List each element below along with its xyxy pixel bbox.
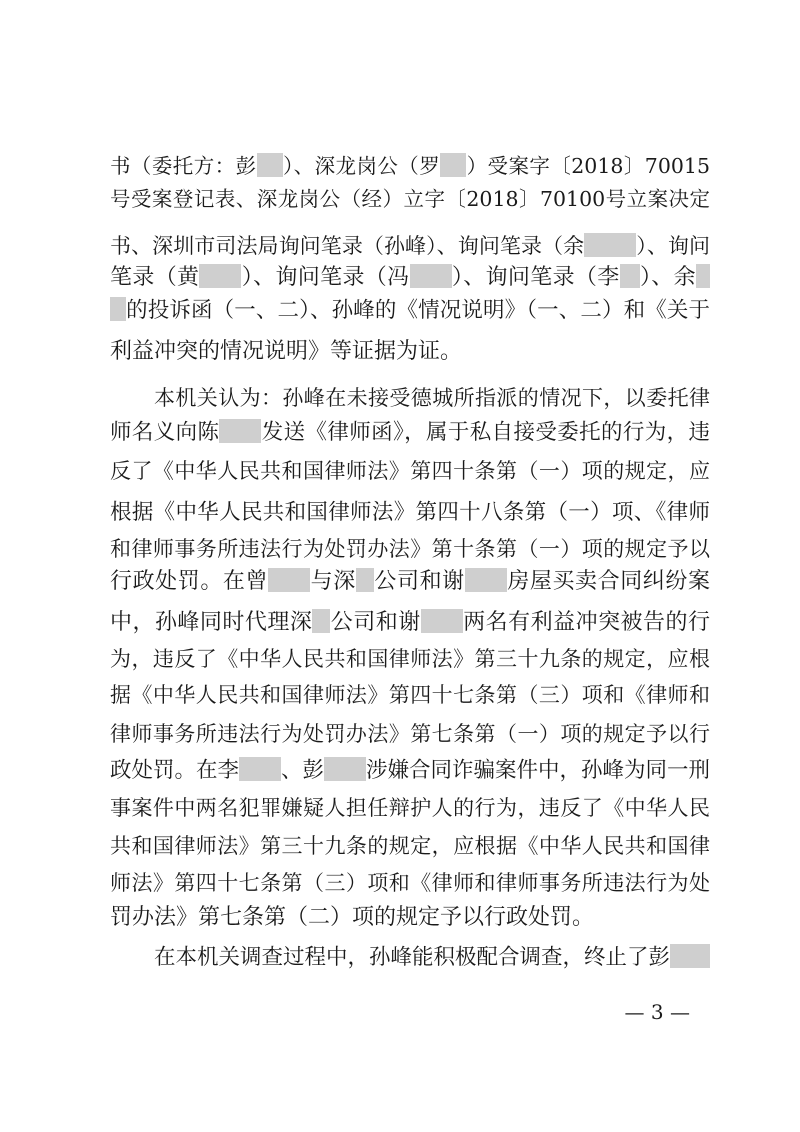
redaction-block — [356, 568, 374, 592]
text-line: 政处罚。在李 、彭 涉嫌合同诈骗案件中，孙峰为同一刑 — [110, 758, 711, 783]
text-line: 在本机关调查过程中，孙峰能积极配合调查，终止了彭 — [154, 943, 710, 973]
text-line: 利益冲突的情况说明》等证据为证。 — [110, 339, 463, 364]
text-line: 行政处罚。在曾 与深 公司和谢 房屋买卖合同纠纷案 — [110, 569, 710, 594]
redaction-block — [440, 153, 466, 177]
redaction-block — [312, 609, 330, 633]
text-line: 罚办法》第七条第（二）项的规定予以行政处罚。 — [110, 905, 595, 930]
text-line: 师名义向陈 发送《律师函》，属于私自接受委托的行为，违 — [110, 420, 710, 445]
text-line: 笔录（黄 ）、询问笔录（冯 ）、询问笔录（李 ）、余 — [110, 263, 710, 293]
redaction-block — [410, 264, 452, 288]
text-line: 根据《中华人民共和国律师法》第四十八条第（一）项、《律师 — [110, 500, 710, 525]
redaction-block — [268, 568, 310, 592]
redaction-block — [465, 568, 507, 592]
text-line: 律师事务所违法行为处罚办法》第七条第（一）项的规定予以行 — [110, 722, 710, 746]
redaction-block — [199, 264, 241, 288]
text-line: 的投诉函（一、二）、孙峰的《情况说明》（一、二）和《关于 — [110, 296, 710, 326]
text-line: 书（委托方：彭 ）、深龙岗公（罗 ）受案字〔2018〕70015 — [110, 154, 711, 178]
text-line: 共和国律师法》第三十九条的规定，应根据《中华人民共和国律 — [110, 834, 710, 858]
text-line: 为，违反了《中华人民共和国律师法》第三十九条的规定，应根 — [110, 647, 710, 671]
text-line: 师法》第四十七条第（三）项和《律师和律师事务所违法行为处 — [110, 871, 710, 895]
redaction-block — [324, 757, 366, 781]
redaction-block — [421, 609, 463, 633]
text-line: 事案件中两名犯罪嫌疑人担任辩护人的行为，违反了《中华人民 — [110, 796, 710, 820]
text-line: 和律师事务所违法行为处罚办法》第十条第（一）项的规定予以 — [110, 537, 710, 561]
text-line: 中，孙峰同时代理深 公司和谢 两名有利益冲突被告的行 — [110, 610, 710, 635]
text-line: 据《中华人民共和国律师法》第四十七条第（三）项和《律师和 — [110, 683, 710, 707]
redaction-block — [696, 264, 710, 288]
redaction-block — [670, 944, 710, 968]
redaction-block — [239, 757, 281, 781]
text-line: 书、深圳市司法局询问笔录（孙峰）、询问笔录（余 ）、询问 — [110, 234, 710, 258]
redaction-block — [257, 153, 283, 177]
page-number: — 3 — — [624, 1000, 690, 1024]
redaction-block — [219, 419, 261, 443]
text-line: 号受案登记表、深龙岗公（经）立字〔2018〕70100号立案决定 — [110, 187, 710, 211]
redaction-block — [110, 297, 126, 321]
text-line: 反了《中华人民共和国律师法》第四十条第（一）项的规定，应 — [110, 459, 710, 483]
redaction-block — [584, 233, 636, 257]
text-line: 本机关认为：孙峰在未接受德城所指派的情况下，以委托律 — [154, 386, 710, 410]
redaction-block — [620, 264, 640, 288]
